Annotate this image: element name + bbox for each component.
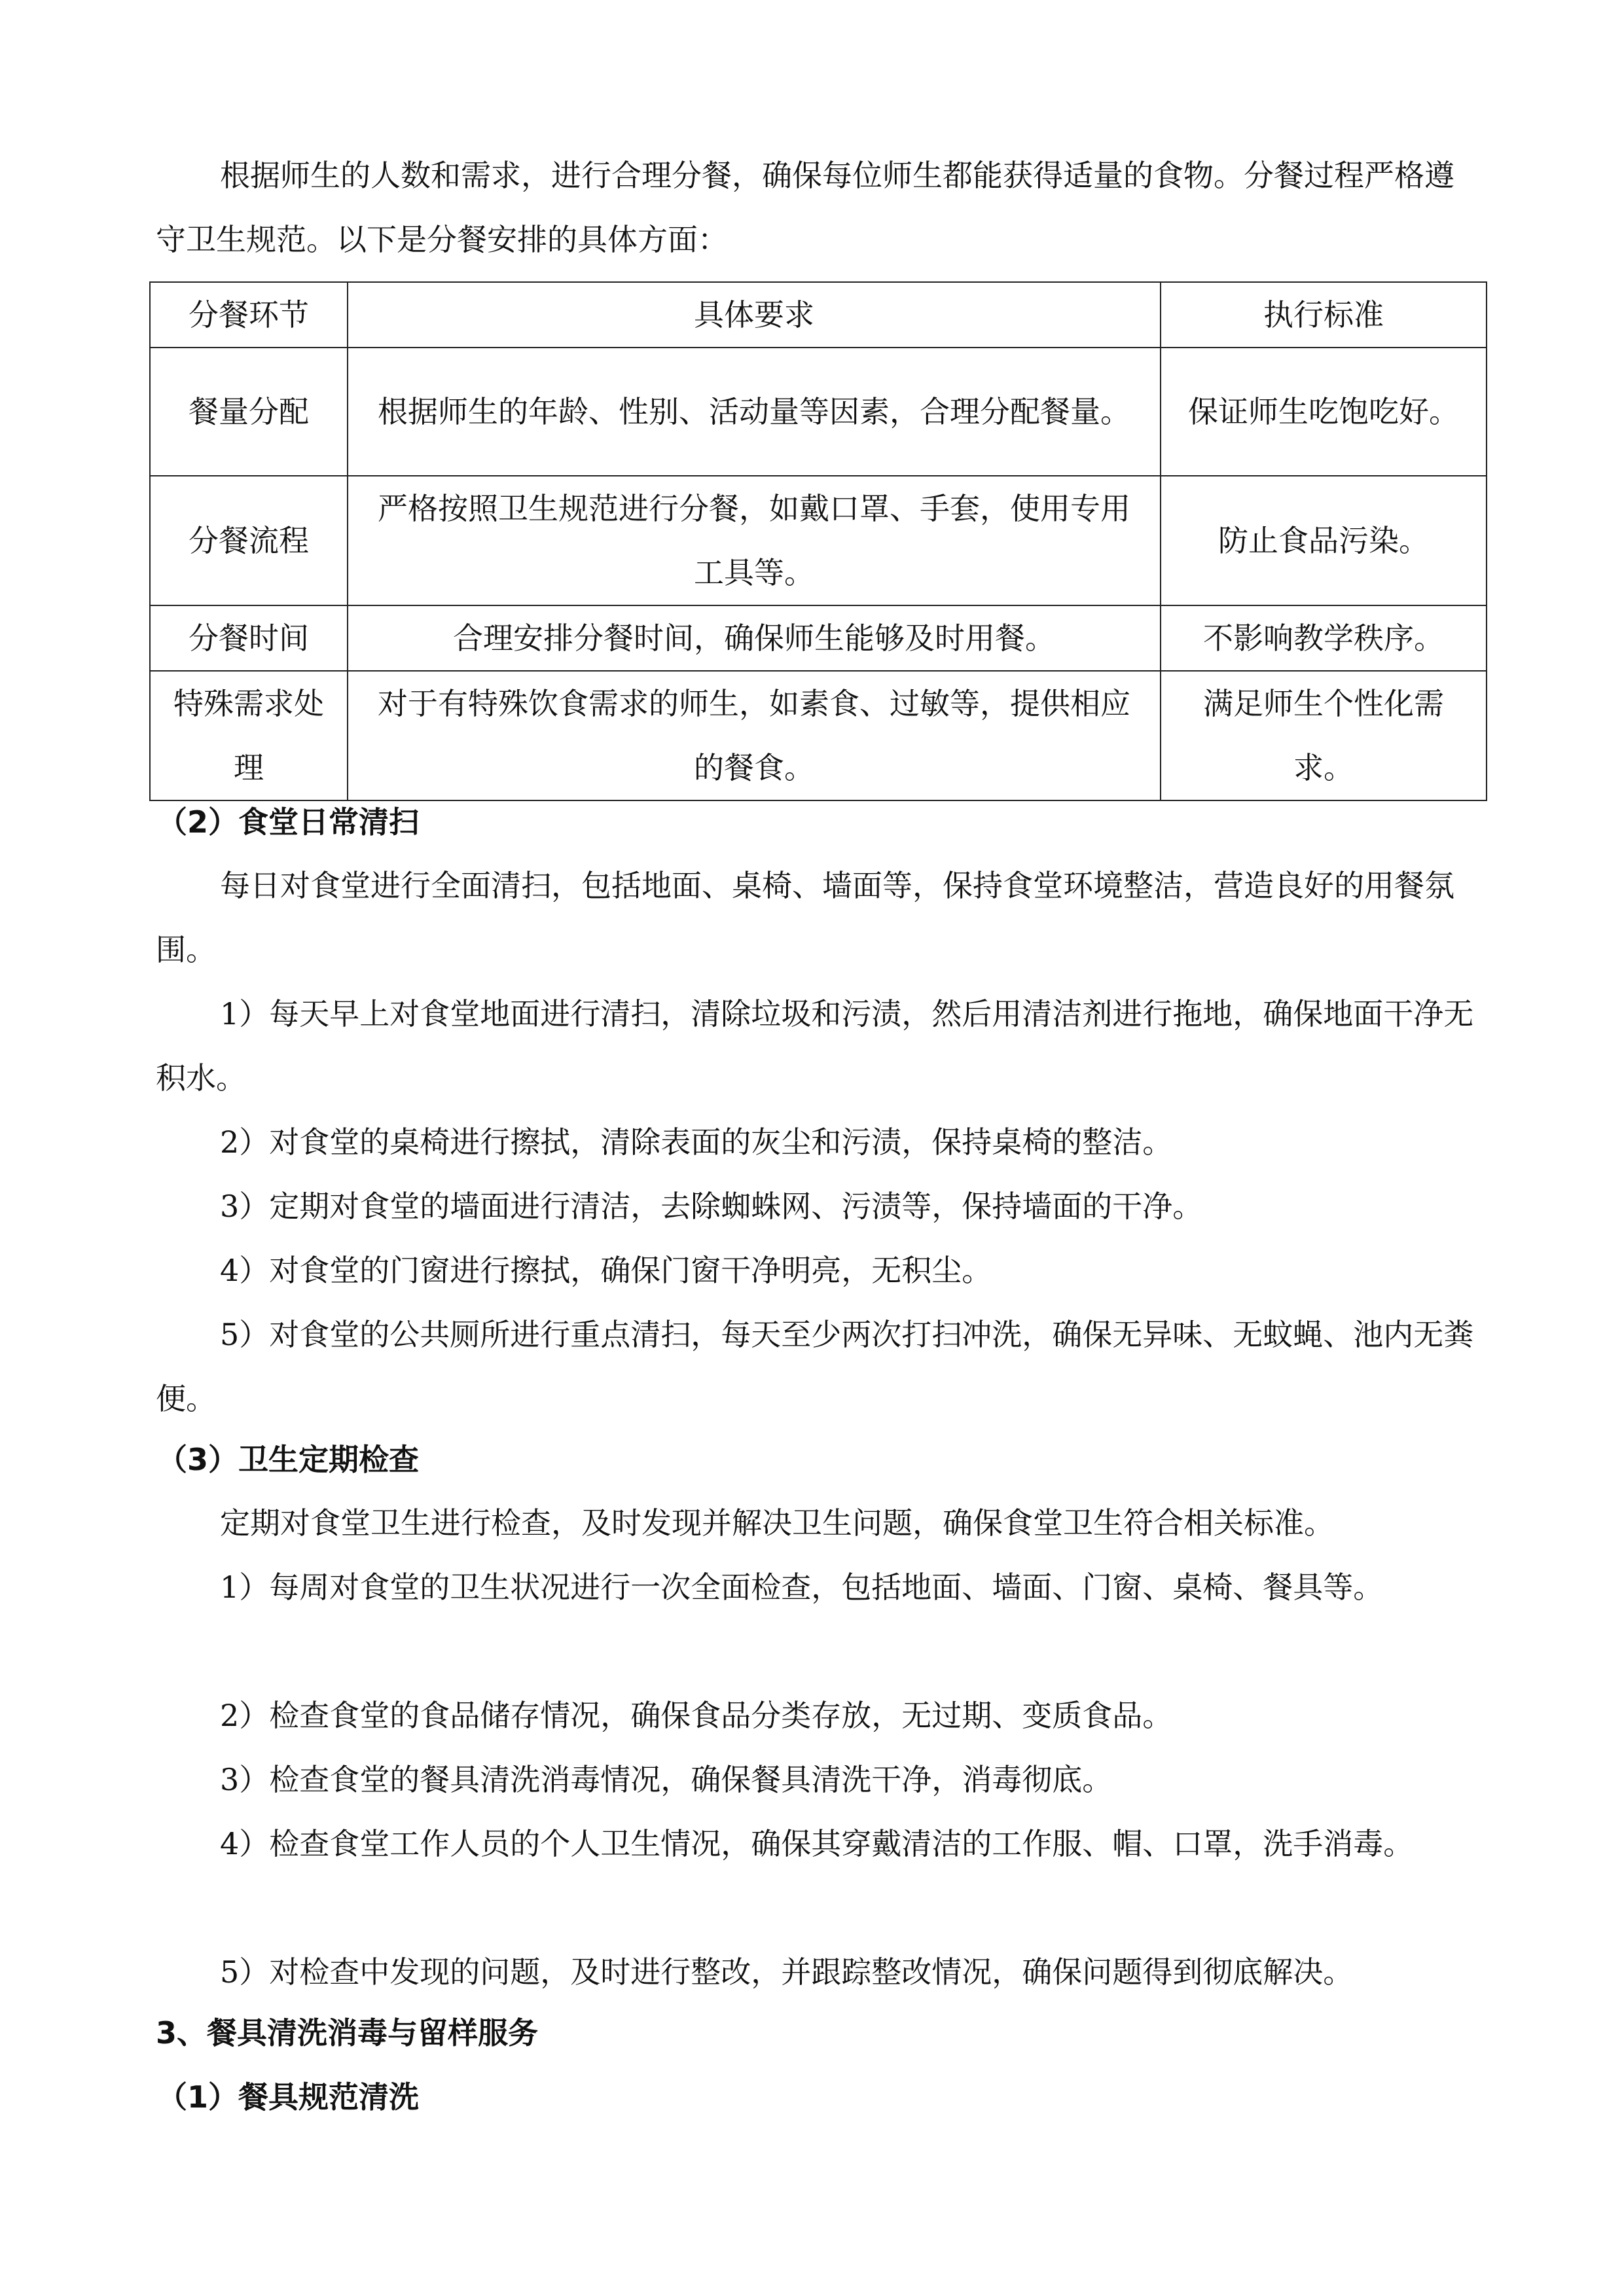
section-heading-tableware-cleaning: （1）餐具规范清洗 — [157, 2079, 420, 2115]
table-cell: 对于有特殊饮食需求的师生，如素食、过敏等，提供相应的餐食。 — [348, 671, 1161, 800]
chapter-heading: 3、餐具清洗消毒与留样服务 — [156, 2015, 539, 2051]
list-item: 1）每周对食堂的卫生状况进行一次全面检查，包括地面、墙面、门窗、桌椅、餐具等。 — [220, 1570, 1384, 1605]
table-cell: 保证师生吃饱吃好。 — [1161, 348, 1487, 476]
table-header-row — [150, 282, 1487, 348]
table-row — [150, 348, 1487, 476]
table-cell: 不影响教学秩序。 — [1161, 605, 1487, 671]
list-item: 1）每天早上对食堂地面进行清扫，清除垃圾和污渍，然后用清洁剂进行拖地，确保地面干净无积水。 — [156, 996, 1474, 1096]
table-cell: 特殊需求处理 — [150, 671, 348, 800]
list-item: 5）对食堂的公共厕所进行重点清扫，每天至少两次打扫冲洗，确保无异味、无蚊蝇、池内无粪便。 — [156, 1317, 1474, 1416]
table-row — [150, 671, 1487, 800]
table-cell: 防止食品污染。 — [1161, 476, 1487, 605]
table-cell: 合理安排分餐时间，确保师生能够及时用餐。 — [348, 605, 1161, 671]
table-cell: 分餐时间 — [150, 605, 348, 671]
table-cell: 满足师生个性化需求。 — [1161, 671, 1487, 800]
section-intro: 每日对食堂进行全面清扫，包括地面、桌椅、墙面等，保持食堂环境整洁，营造良好的用餐氛围。 — [156, 868, 1454, 967]
list-item: 2）对食堂的桌椅进行擦拭，清除表面的灰尘和污渍，保持桌椅的整洁。 — [220, 1124, 1173, 1160]
list-item: 5）对检查中发现的问题，及时进行整改，并跟踪整改情况，确保问题得到彻底解决。 — [220, 1954, 1354, 1990]
intro-paragraph: 根据师生的人数和需求，进行合理分餐，确保每位师生都能获得适量的食物。分餐过程严格遵守卫生规范。以下是分餐安排的具体方面： — [156, 158, 1454, 257]
list-item: 3）定期对食堂的墙面进行清洁，去除蜘蛛网、污渍等，保持墙面的干净。 — [220, 1189, 1203, 1224]
table-header-cell: 执行标准 — [1161, 282, 1487, 348]
section-heading-daily-cleaning: （2）食堂日常清扫 — [157, 804, 420, 840]
table-cell: 分餐流程 — [150, 476, 348, 605]
list-item: 4）对食堂的门窗进行擦拭，确保门窗干净明亮，无积尘。 — [220, 1253, 992, 1288]
table-cell: 严格按照卫生规范进行分餐，如戴口罩、手套，使用专用工具等。 — [348, 476, 1161, 605]
section-intro: 定期对食堂卫生进行检查，及时发现并解决卫生问题，确保食堂卫生符合相关标准。 — [220, 1505, 1334, 1541]
table-header-cell: 分餐环节 — [150, 282, 348, 348]
list-item: 4）检查食堂工作人员的个人卫生情况，确保其穿戴清洁的工作服、帽、口罩，洗手消毒。 — [220, 1826, 1414, 1861]
list-item: 2）检查食堂的食品储存情况，确保食品分类存放，无过期、变质食品。 — [220, 1698, 1173, 1733]
section-heading-regular-inspection: （3）卫生定期检查 — [157, 1442, 420, 1477]
table-row — [150, 476, 1487, 605]
table-cell: 根据师生的年龄、性别、活动量等因素，合理分配餐量。 — [348, 348, 1161, 476]
table-row — [150, 605, 1487, 671]
table-header-cell: 具体要求 — [348, 282, 1161, 348]
table-cell: 餐量分配 — [150, 348, 348, 476]
meal-distribution-table — [149, 281, 1487, 801]
list-item: 3）检查食堂的餐具清洗消毒情况，确保餐具清洗干净，消毒彻底。 — [220, 1762, 1113, 1797]
